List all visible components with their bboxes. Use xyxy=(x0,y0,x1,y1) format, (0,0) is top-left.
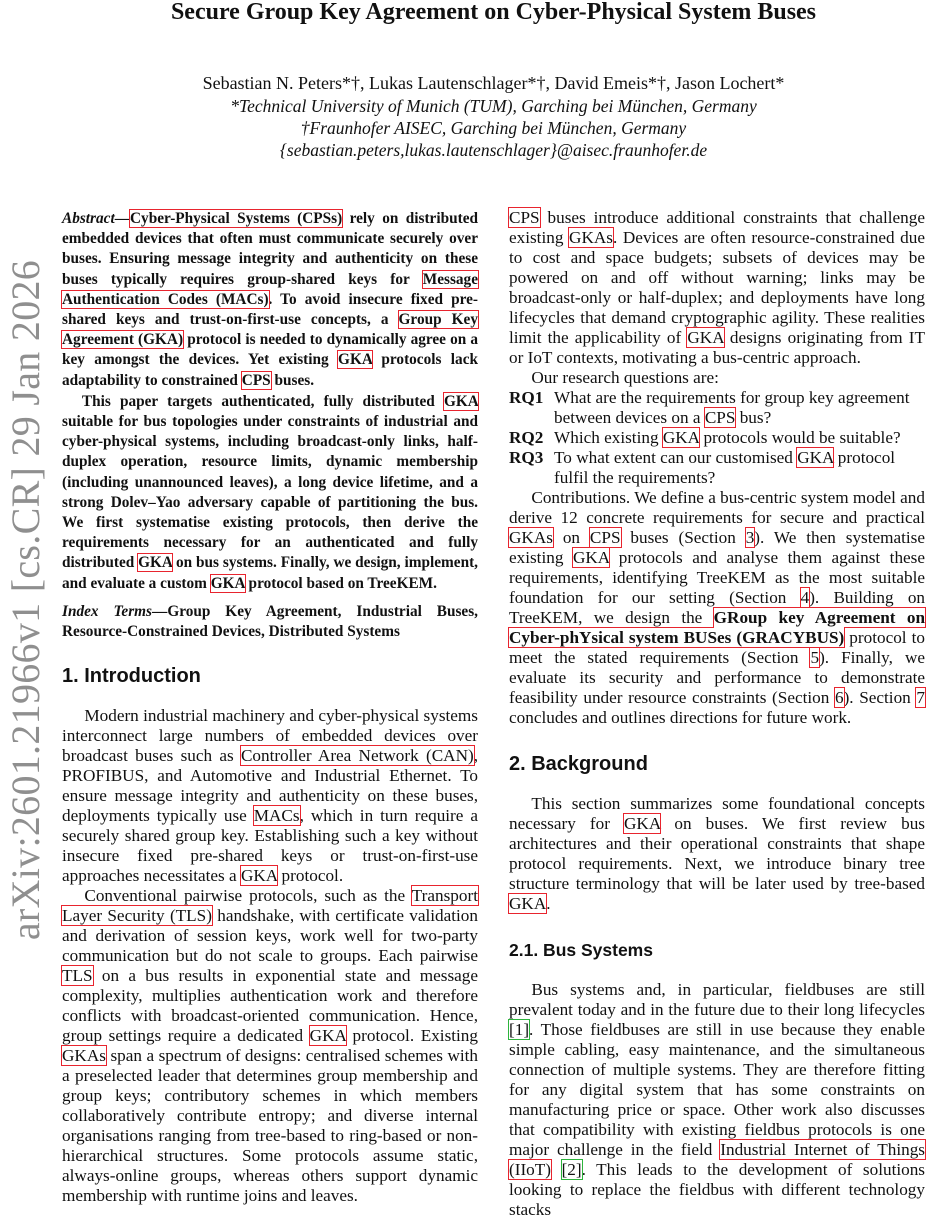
abstract-paragraph-2: This paper targets authenticated, fully distributed GKA suitable for bus topologies under constraints of industrial and cyber-physical systems, including broadcast-only links, half-duplex operation, resource limits, dynamic membership (including unannounced leaves), a long device lifetime, and a strong Dolev–Yao adversary capable of partitioning the bus. We first systematise existing protocols, then derive the requirements necessary for an authenticated and fully distributed GKA on bus systems. Finally, we design, implement, and evaluate a custom GKA protocol based on TreeKEM. xyxy=(62,392,478,592)
abstract-label: Abstract xyxy=(62,210,115,227)
ref-section-6[interactable]: 6 xyxy=(834,688,844,707)
rq-label: RQ3 xyxy=(509,448,544,467)
rq-text: To what extent can our customised GKA protocol fulfil the requirements? xyxy=(554,448,896,487)
link-gracybus[interactable]: GRoup key Agreement on Cyber-phYsical system BUSes (GRACYBUS) xyxy=(509,608,925,647)
intro-paragraph-3: CPS buses introduce additional constraints that challenge existing GKAs. Devices are often resource-constrained due to cost and space budgets; subsets of devices may be powered on and off without warning; links may be broadcast-only or half-duplex; and deployments have long lifecycles that demand cryptographic agility. These realities limit the applicability of GKA designs originating from IT or IoT contexts, motivating a bus-centric approach. xyxy=(509,208,925,367)
link-iiot[interactable]: Industrial Internet of Things (IIoT) xyxy=(509,1140,925,1179)
link-gka[interactable]: GKA xyxy=(624,814,661,833)
link-mac[interactable]: Message Authentication Codes (MACs) xyxy=(62,270,478,308)
affiliation-aisec: †Fraunhofer AISEC, Garching bei München, Germany xyxy=(300,118,687,138)
rq-text: What are the requirements for group key agreement between devices on a CPS bus? xyxy=(554,388,910,427)
background-paragraph: This section summarizes some foundational concepts necessary for GKA on buses. We first review bus architectures and their operational constraints that shape protocol requirements. Next, we introduce binary tree structure terminology that will be later used by tree-based GKA. xyxy=(509,794,925,913)
link-cps[interactable]: CPS xyxy=(589,528,621,547)
research-questions-intro: Our research questions are: xyxy=(531,368,719,387)
research-question-3 xyxy=(509,448,925,488)
link-gka[interactable]: GKA xyxy=(572,548,610,567)
link-tls[interactable]: TLS xyxy=(62,966,93,986)
link-gka[interactable]: GKA xyxy=(509,894,547,913)
ref-section-4[interactable]: 4 xyxy=(800,588,810,607)
ref-section-5[interactable]: 5 xyxy=(810,648,820,667)
bus-systems-paragraph: Bus systems and, in particular, fieldbuses are still prevalent today and in the future due to their long lifecycles [1]. Those fieldbuses are still in use because they enable simple cabling, easy maintenance, and the simultaneous connection of multiple systems. They are therefore fitting for any digital system that has some constraints on manufacturing price or space. Other work also discusses that compatibility with existing fieldbus protocols is one major challenge in the field Industrial Internet of Things (IIoT) [2]. This leads to the development of solutions looking to replace the fieldbus with different technology stacks xyxy=(509,980,925,1219)
ref-section-3[interactable]: 3 xyxy=(745,528,755,547)
link-gka[interactable]: Group Key Agreement (GKA) xyxy=(62,311,478,349)
index-terms-text: Group Key Agreement, Industrial Buses, Resource-Constrained Devices, Distributed Systems xyxy=(62,602,478,641)
link-cps[interactable]: Cyber-Physical Systems (CPSs) xyxy=(130,210,343,227)
rq-label: RQ1 xyxy=(509,388,544,407)
link-gka[interactable]: GKA xyxy=(240,866,278,886)
left-column xyxy=(62,209,478,1206)
link-gka[interactable]: GKA xyxy=(210,574,245,592)
link-tls[interactable]: Transport Layer Security (TLS) xyxy=(62,886,478,926)
ref-section-7[interactable]: 7 xyxy=(916,688,925,707)
section-heading-background: 2. Background xyxy=(509,753,648,775)
link-gka[interactable]: GKA xyxy=(687,328,724,347)
rq-label: RQ2 xyxy=(509,428,544,447)
contributions-paragraph: Contributions. We define a bus-centric system model and derive 12 concrete requirements for secure and practical GKAs on CPS buses (Section 3). We then systematise existing GKA protocols and analyse them against these requirements, identifying TreeKEM as the most suitable foundation for our setting (Section 4). Building on TreeKEM, we design the GRoup key Agreement on Cyber-phYsical system BUSes (GRACYBUS) protocol to meet the stated requirements (Section 5). Finally, we evaluate its security and performance to demonstrate feasibility under resource constraints (Section 6). Section 7 concludes and outlines directions for future work. xyxy=(509,488,926,727)
link-gka[interactable]: GKA xyxy=(444,392,478,410)
intro-paragraph-2: Conventional pairwise protocols, such as the Transport Layer Security (TLS) handshake, with certificate validation and derivation of session keys, work well for two-party communication but do not scale to groups. Each pairwise TLS on a bus results in exponential state and message complexity, multiplies authentication work and therefore conflicts with broadcast-oriented communication. Hence, group settings require a dedicated GKA protocol. Existing GKAs span a spectrum of designs: centralised schemes with a preselected leader that determines group membership and group keys; contributory schemes in which members collaboratively contribute entropy; and diverse internal organisations ranging from tree-based to ring-based or non-hierarchical structures. Some protocols assume static, always-online groups, whereas others support dynamic membership with runtime joins and leaves. xyxy=(62,886,478,1206)
abstract-paragraph-1: Abstract—Cyber-Physical Systems (CPSs) rely on distributed embedded devices that often must communicate securely over buses. Ensuring message integrity and authenticity on these buses typically requires group-shared keys for Message Authentication Codes (MACs). To avoid insecure fixed pre-shared keys and trust-on-first-use concepts, a Group Key Agreement (GKA) protocol is needed to dynamically agree on a key amongst the devices. Yet existing GKA protocols lack adaptability to constrained CPS buses. xyxy=(62,210,478,389)
research-question-1 xyxy=(509,388,925,428)
subsection-heading-bus-systems: 2.1. Bus Systems xyxy=(509,940,653,960)
link-cps[interactable]: CPS xyxy=(509,208,540,227)
link-gka[interactable]: GKA xyxy=(138,554,173,572)
link-gka[interactable]: GKA xyxy=(662,428,700,447)
rq-text: Which existing GKA protocols would be suitable? xyxy=(554,428,901,447)
link-mac[interactable]: MACs xyxy=(253,806,300,826)
author-list: Sebastian N. Peters*†, Lukas Lautenschlager*†, David Emeis*†, Jason Lochert* xyxy=(202,73,785,93)
section-heading-introduction: 1. Introduction xyxy=(62,665,201,688)
link-cps[interactable]: CPS xyxy=(241,371,271,389)
index-terms: Index Terms—Group Key Agreement, Industrial Buses, Resource-Constrained Devices, Distributed Systems xyxy=(62,602,478,641)
right-column xyxy=(509,208,925,1220)
index-terms-label: Index Terms xyxy=(62,602,153,620)
citation-2[interactable]: [2] xyxy=(561,1160,582,1179)
author-emails: {sebastian.peters,lukas.lautenschlager}@aisec.fraunhofer.de xyxy=(279,140,708,160)
link-gka[interactable]: GKA xyxy=(797,448,834,467)
link-gka[interactable]: GKAs xyxy=(62,1046,106,1066)
link-gka[interactable]: GKA xyxy=(338,351,373,369)
citation-1[interactable]: [1] xyxy=(509,1020,530,1039)
intro-paragraph-1: Modern industrial machinery and cyber-physical systems interconnect large numbers of embedded devices over broadcast buses such as Controller Area Network (CAN), PROFIBUS, and Automotive and Industrial Ethernet. To ensure message integrity and authenticity on these buses, deployments typically use MACs, which in turn require a securely shared group key. Establishing such a key without insecure fixed pre-shared keys or trust-on-first-use approaches necessitates a GKA protocol. xyxy=(62,706,478,886)
paper-title: Secure Group Key Agreement on Cyber-Physical System Buses xyxy=(170,0,817,25)
link-gka[interactable]: GKAs xyxy=(569,228,613,247)
link-cps[interactable]: CPS xyxy=(704,408,736,427)
research-question-2 xyxy=(509,428,925,448)
link-can[interactable]: Controller Area Network (CAN) xyxy=(240,746,474,766)
arxiv-identifier: arXiv:2601.21966v1 [cs.CR] 29 Jan 2026 xyxy=(2,259,48,941)
affiliation-tum: *Technical University of Munich (TUM), Garching bei München, Germany xyxy=(230,96,757,116)
link-gka[interactable]: GKA xyxy=(309,1026,346,1046)
link-gka[interactable]: GKAs xyxy=(509,528,553,547)
